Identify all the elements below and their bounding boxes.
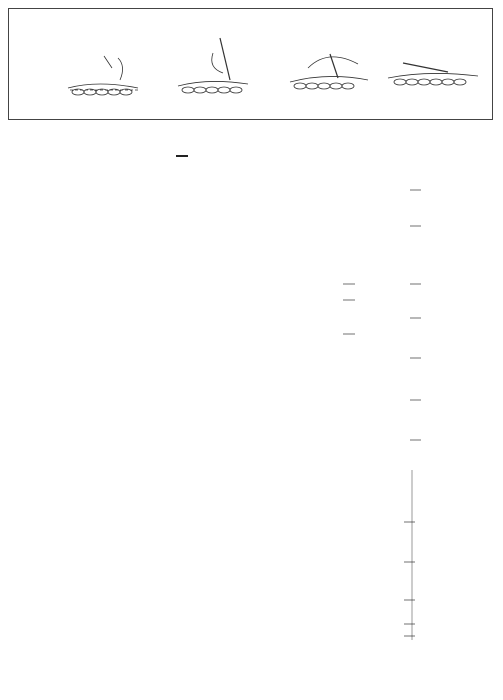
chart-arrows: [343, 190, 421, 640]
